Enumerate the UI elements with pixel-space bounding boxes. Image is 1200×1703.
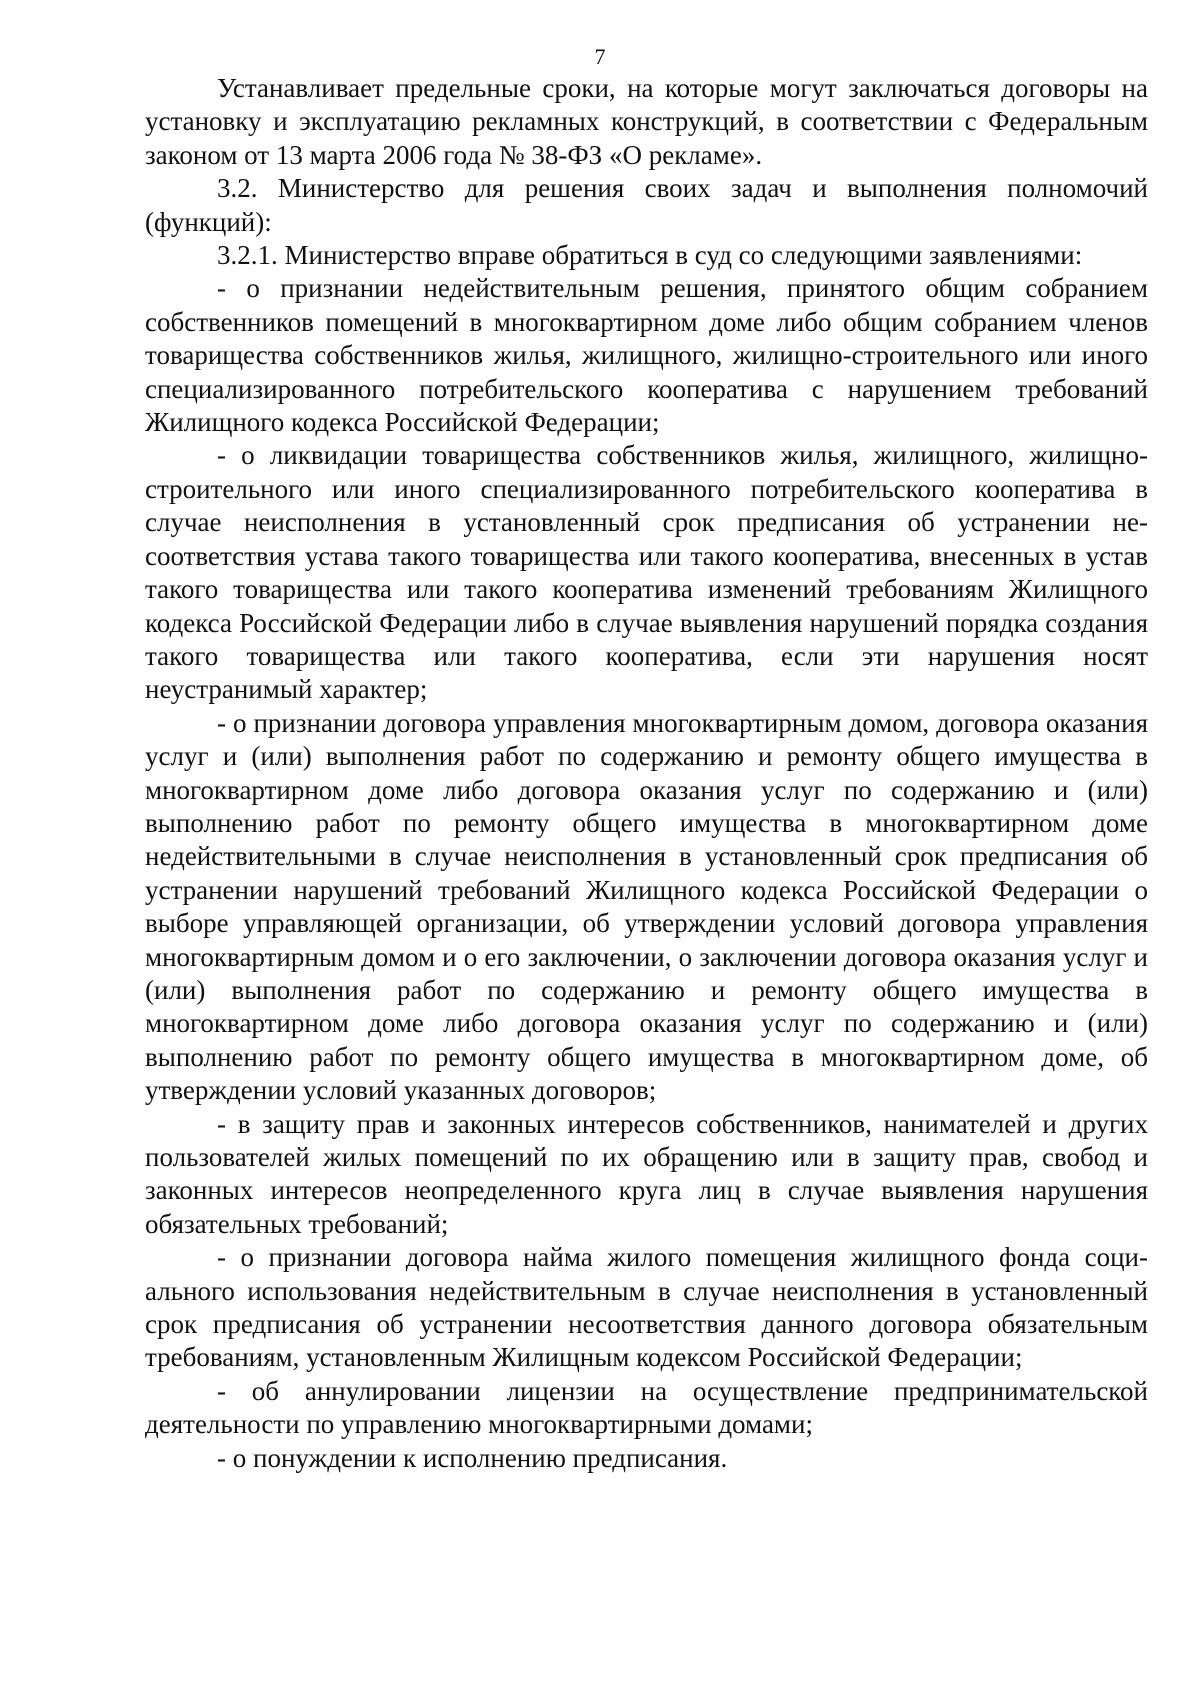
list-item-license-annulment: - об аннулировании лицензии на осуществление предпринимательской деятельности по управлению многоквартирными домами;	[145, 1375, 1148, 1440]
list-item-invalid-decision: - о признании недействительным решения, принятого общим собранием собственников помещений в многоквартирном доме либо общим собранием членов товарищества собственников жилья, жилищного, жилищно-строительного или иного специализированного потребительского кооператива с нарушением требований Жилищного кодекса Российской Федерации;	[145, 273, 1148, 438]
paragraph-3-2-1: 3.2.1. Министерство вправе обратиться в суд со следующими заявлениями:	[217, 240, 1083, 271]
list-item-liquidation: - о ликвидации товарищества собственников жилья, жилищного, жилищно-строительного или иного специализированного потребительского кооператива в случае неисполнения в установленный срок предписания об устранении несоответствия устава такого товарищества или такого кооператива, внесенных в устав такого товарищества или такого кооператива изменений требованиям Жилищного кодекса Российской Федерации либо в случае выявления нарушений порядка создания такого товарищества или такого кооператива, если эти нарушения носят неустранимый характер;	[145, 440, 1148, 705]
paragraph-advertising-contracts: Устанавливает предельные сроки, на которые могут заключаться договоры на установку и эксплуатацию рекламных конструкций, в соответствии с Федеральным законом от 13 марта 2006 года № 38-ФЗ «О рекламе».	[145, 73, 1148, 170]
list-item-invalid-management-contract: - о признании договора управления многоквартирным домом, договора оказания услуг и (или) выполнения работ по содержанию и ремонту общего имущества в многоквартирном доме либо договора оказания услуг по содержанию и (или) выполнению работ по ремонту общего имущества в многоквартирном доме недействительными в случае неисполнения в установленный срок предписания об устранении нарушений требований Жилищного кодекса Российской Федерации о выборе управляющей организации, об утверждении условий договора управления многоквартирным домом и о его заключении, о заключении договора оказания услуг и (или) выполнения работ по содержанию и ремонту общего имущества в многоквартирном доме либо договора оказания услуг по содержанию и (или) выполнению работ по ремонту общего имущества в многоквартирном доме, об утверждении условий указанных договоров;	[145, 707, 1148, 1106]
list-item-enforce-order: - о понуждении к исполнению предписания.	[217, 1442, 728, 1473]
document-body	[145, 72, 1148, 1475]
list-item-invalid-rental-contract: - о признании договора найма жилого помещения жилищного фонда социального использования недействительным в случае неисполнения в установленный срок предписания об устранении несоответствия данного договора обязательным требованиям, установленным Жилищным кодексом Российской Федерации;	[145, 1242, 1148, 1373]
list-item-protection-of-rights: - в защиту прав и законных интересов собственников, нанимателей и других пользователей жилых помещений по их обращению или в защиту прав, свобод и законных интересов неопределенного круга лиц в случае выявления нарушения обязательных требований;	[145, 1108, 1148, 1239]
page-number: 7	[594, 44, 606, 69]
paragraph-3-2: 3.2. Министерство для решения своих задач и выполнения полномочий (функций):	[145, 173, 1148, 237]
